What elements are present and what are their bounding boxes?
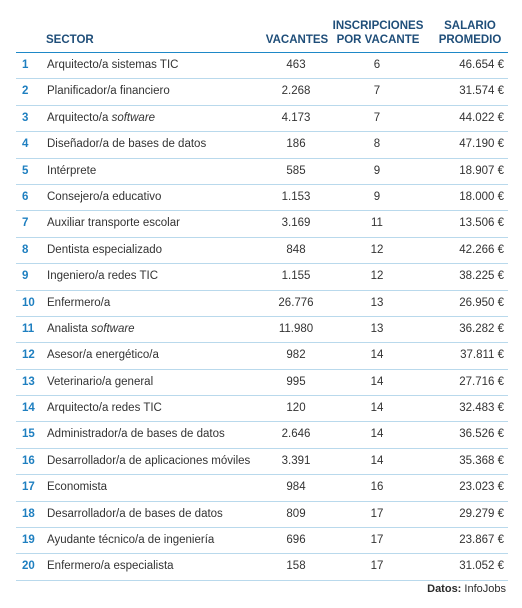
row-inscripciones: 13 (370, 322, 384, 335)
row-vacantes: 2.646 (281, 428, 311, 441)
table-row (16, 554, 508, 580)
row-sector (47, 502, 223, 527)
row-inscripciones: 7 (373, 85, 381, 98)
jobs-table (16, 12, 508, 581)
row-vacantes: 1.155 (281, 270, 311, 283)
row-sector-text: Dentista especializado (47, 243, 163, 256)
row-salario: 37.811 € (460, 349, 504, 362)
row-rank: 13 (22, 375, 35, 388)
row-rank: 17 (22, 481, 35, 494)
table-row (16, 291, 508, 317)
row-vacantes: 26.776 (278, 296, 314, 309)
row-sector (47, 106, 155, 131)
row-salario: 23.867 € (459, 534, 504, 547)
table-row (16, 370, 508, 396)
row-sector (47, 79, 170, 104)
row-rank: 7 (22, 217, 29, 230)
row-vacantes: 3.391 (281, 454, 311, 467)
row-inscripciones: 12 (370, 270, 384, 283)
row-rank: 4 (22, 138, 29, 151)
row-sector-text: Asesor/a energético/a (47, 349, 159, 362)
row-inscripciones: 14 (370, 402, 384, 415)
row-rank: 20 (22, 560, 35, 573)
row-rank: 6 (22, 190, 29, 203)
row-sector (47, 422, 225, 447)
header-sector: SECTOR (46, 34, 94, 46)
table-row (16, 106, 508, 132)
row-sector-text: Enfermero/a especialista (47, 560, 174, 573)
row-sector-text: Consejero/a educativo (47, 190, 162, 203)
table-row (16, 132, 508, 158)
row-salario: 47.190 € (459, 138, 504, 151)
row-rank: 12 (22, 349, 35, 362)
row-salario: 27.716 € (459, 375, 504, 388)
row-salario: 18.907 € (459, 164, 504, 177)
row-sector (47, 132, 206, 157)
table-body (16, 53, 508, 581)
table-row (16, 211, 508, 237)
row-sector (47, 53, 178, 78)
row-sector-text: Arquitecto/a redes TIC (47, 402, 162, 415)
row-vacantes: 463 (286, 59, 306, 71)
row-sector (47, 343, 159, 368)
row-rank: 1 (22, 59, 29, 71)
row-vacantes: 11.980 (278, 322, 314, 335)
row-salario: 36.282 € (459, 322, 504, 335)
header-salario (429, 19, 511, 47)
table-row (16, 238, 508, 264)
row-salario: 31.574 € (459, 85, 504, 98)
row-sector (47, 449, 250, 474)
header-vacantes: VACANTES (265, 34, 329, 46)
row-sector (47, 159, 96, 184)
row-vacantes: 995 (286, 375, 306, 388)
row-rank: 8 (22, 243, 29, 256)
row-vacantes: 585 (286, 164, 306, 177)
row-vacantes: 158 (286, 560, 306, 573)
row-rank: 16 (22, 454, 35, 467)
row-sector (47, 475, 107, 500)
row-sector (47, 264, 158, 289)
header-salario-line2: PROMEDIO (438, 34, 502, 46)
table-row (16, 317, 508, 343)
header-salario-line1: SALARIO (444, 20, 496, 32)
table-row (16, 343, 508, 369)
row-sector (47, 554, 174, 579)
header-inscripciones (329, 19, 427, 47)
row-sector-italic: software (91, 322, 135, 335)
table-row (16, 185, 508, 211)
row-salario: 31.052 € (459, 560, 504, 573)
row-inscripciones: 14 (370, 454, 384, 467)
row-salario: 18.000 € (459, 190, 504, 203)
table-row (16, 159, 508, 185)
row-rank: 19 (22, 534, 35, 547)
row-vacantes: 696 (286, 534, 306, 547)
row-inscripciones: 17 (370, 560, 384, 573)
row-sector (47, 185, 161, 210)
row-salario: 26.950 € (459, 296, 504, 309)
row-sector-text: Economista (47, 481, 108, 494)
row-rank: 11 (22, 322, 35, 335)
header-inscripciones-line1: INSCRIPCIONES (332, 20, 424, 32)
row-rank: 15 (22, 428, 35, 441)
table-row (16, 396, 508, 422)
row-sector-text: Analista (47, 322, 92, 335)
row-vacantes: 120 (286, 402, 306, 415)
row-salario: 32.483 € (459, 402, 504, 415)
row-inscripciones: 14 (370, 349, 384, 362)
table-row (16, 79, 508, 105)
row-sector-italic: software (111, 111, 156, 124)
row-rank: 10 (22, 296, 35, 309)
row-salario: 23.023 € (459, 481, 504, 494)
row-salario: 42.266 € (459, 243, 504, 256)
row-inscripciones: 9 (373, 164, 381, 177)
row-sector (47, 528, 214, 553)
table-row (16, 475, 508, 501)
row-inscripciones: 14 (370, 375, 384, 388)
row-salario: 38.225 € (459, 270, 504, 283)
row-inscripciones: 17 (370, 507, 384, 520)
row-sector (47, 370, 153, 395)
row-sector-text: Ingeniero/a redes TIC (47, 270, 159, 283)
row-salario: 46.654 € (459, 59, 504, 71)
row-sector-text: Administrador/a de bases de datos (47, 428, 225, 441)
row-sector-text: Ayudante técnico/a de ingeniería (47, 534, 215, 547)
header-inscripciones-line2: POR VACANTE (336, 34, 420, 46)
source-note (427, 583, 506, 595)
row-sector-text: Desarrollador/a de aplicaciones móviles (47, 454, 251, 467)
row-vacantes: 4.173 (281, 111, 311, 124)
row-sector-text: Planificador/a financiero (47, 85, 170, 98)
row-salario: 35.368 € (459, 454, 504, 467)
row-salario: 13.506 € (459, 217, 504, 230)
row-sector-text: Arquitecto/a (47, 111, 112, 124)
row-vacantes: 982 (286, 349, 306, 362)
row-inscripciones: 16 (370, 481, 384, 494)
row-rank: 9 (22, 270, 29, 283)
row-inscripciones: 13 (370, 296, 384, 309)
row-sector (47, 211, 180, 236)
row-salario: 44.022 € (459, 111, 504, 124)
row-inscripciones: 7 (373, 111, 381, 124)
row-rank: 5 (22, 164, 29, 177)
row-rank: 2 (22, 85, 29, 98)
row-sector-text: Auxiliar transporte escolar (47, 217, 180, 230)
table-row (16, 422, 508, 448)
row-inscripciones: 8 (373, 138, 381, 151)
table-row (16, 264, 508, 290)
source-label: Datos: (427, 583, 462, 595)
row-inscripciones: 12 (370, 243, 384, 256)
row-salario: 36.526 € (459, 428, 504, 441)
row-inscripciones: 11 (371, 217, 383, 230)
row-inscripciones: 9 (373, 190, 381, 203)
table-row (16, 53, 508, 79)
table-row (16, 449, 508, 475)
row-salario: 29.279 € (459, 507, 504, 520)
row-vacantes: 3.169 (281, 217, 311, 230)
row-sector-text: Arquitecto/a sistemas TIC (47, 59, 179, 71)
row-sector-text: Intérprete (47, 164, 97, 177)
row-vacantes: 809 (286, 507, 306, 520)
row-rank: 3 (22, 111, 29, 124)
row-sector (47, 291, 110, 316)
table-row (16, 528, 508, 554)
table-header (16, 12, 508, 53)
row-inscripciones: 6 (373, 59, 381, 71)
row-sector (47, 396, 162, 421)
row-rank: 18 (22, 507, 35, 520)
source-value: InfoJobs (461, 583, 506, 595)
row-sector-text: Enfermero/a (47, 296, 111, 309)
row-inscripciones: 14 (370, 428, 384, 441)
row-sector (47, 317, 135, 342)
row-rank: 14 (22, 402, 35, 415)
row-vacantes: 848 (286, 243, 306, 256)
row-sector (47, 238, 162, 263)
row-sector-text: Desarrollador/a de bases de datos (47, 507, 223, 520)
row-vacantes: 984 (286, 481, 306, 494)
table-row (16, 502, 508, 528)
row-sector-text: Diseñador/a de bases de datos (47, 138, 207, 151)
row-vacantes: 1.153 (281, 190, 311, 203)
row-vacantes: 186 (286, 138, 306, 151)
row-vacantes: 2.268 (281, 85, 311, 98)
row-sector-text: Veterinario/a general (47, 375, 154, 388)
row-inscripciones: 17 (370, 534, 384, 547)
